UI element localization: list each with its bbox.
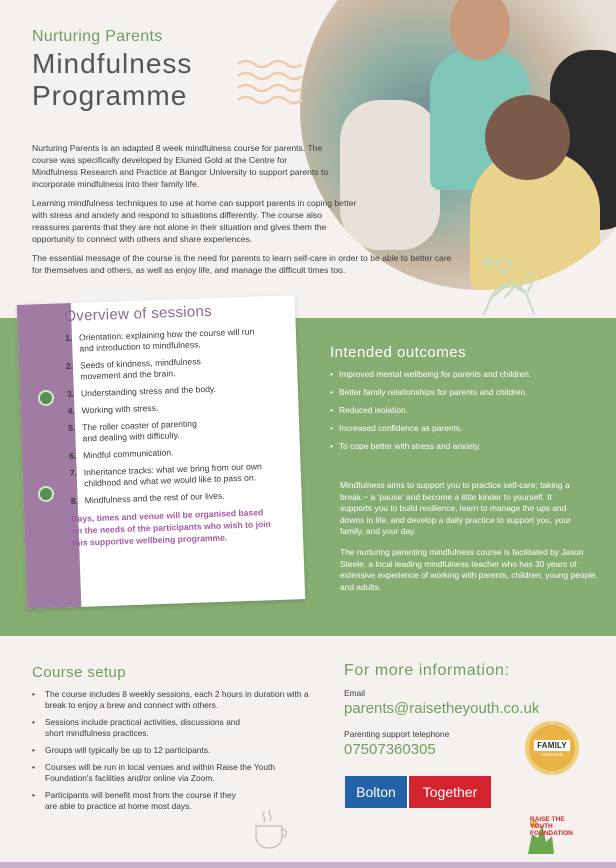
contact-heading: For more information: [344,662,510,679]
outcome-item: • Reduced isolation. [330,405,600,416]
setup-section [32,664,322,818]
intro-paragraph: Nurturing Parents is an adapted 8 week mindfulness course for parents. The course was specifically developed by Eluned Gold at the Centre for Mindfulness Research and Practice at Bangor University to support parents to incorporate mindfulness into their family life. [32,143,329,189]
raise-the-youth-logo: RAISE THE YOUTH FOUNDATION [520,810,584,856]
binder-hole [38,390,54,406]
phone-label: Parenting support telephone [344,729,450,739]
session-item: 8. Mindfulness and the rest of our lives. [70,490,225,506]
setup-item: • Courses will be run in local venues and within Raise the Youth Foundation's facilities and/or online via Zoom. [32,762,282,784]
outcome-item: • To cope better with stress and anxiety. [330,441,600,452]
setup-item: • Groups will typically be up to 12 participants. [32,745,322,756]
session-item: 5. The roller coaster of parenting and dealing with difficulty. [68,418,197,444]
setup-item: • Sessions include practical activities, discussions and short mindfulness practices. [32,717,252,739]
mindfulness-paragraph: Mindfulness aims to support you to practice self-care; taking a break ~ a ‘pause’ and become a little kinder to yourself. It supports you to build resilience, learn to manage the ups and downs in life, and develop a daily practice to support you, your family, and your day. [340,480,571,537]
session-item: 3. Understanding stress and the body. [66,383,217,399]
overview-section [64,300,304,549]
setup-item: • The course includes 8 weekly sessions, each 2 hours in duration with a break to enjoy a brew and connect with others. [32,689,312,711]
binder-hole [38,486,54,502]
caring-hands-icon [474,256,544,316]
coffee-cup-icon [252,808,292,852]
outcome-item: • Better family relationships for parents and children. [330,387,600,398]
setup-list [32,689,322,812]
title-line-2: Programme [32,80,188,111]
overview-heading: Overview of sessions [64,302,213,325]
session-item: 2. Seeds of kindness, mindfulness movement and the brain. [65,356,201,382]
intro-paragraph: Learning mindfulness techniques to use at home can support parents in coping better with stress and anxiety and respond to situations differently. The course also reassures parents that they are not alone in their situation and gives them the opportunity to connect with others and share experiences. [32,198,357,244]
footer-bar [0,862,616,868]
bolton-together-logo: Bolton Together [345,776,491,808]
mindfulness-text [340,480,600,602]
intro-paragraph: The essential message of the course is the need for parents to learn self-care in order to be able to better care for themselves and others, as well as enjoy life, and manage the difficult times too. [32,253,452,275]
email-link[interactable]: parents@raisetheyouth.co.uk [344,700,540,717]
session-item: 1. Orientation: explaining how the course will run and introduction to mindfulness. [64,326,255,354]
outcome-item: • Increased confidence as parents. [330,423,600,434]
email-label: Email [344,688,365,698]
session-item: 6. Mindful communication. [68,447,174,461]
page-title [32,48,192,112]
setup-item: • Participants will benefit most from the course if they are able to practice at home most days. [32,790,242,812]
family-connected-badge: FAMILY connected [525,721,579,775]
outcome-item: • Improved mental wellbeing for parents and children. [330,369,600,380]
setup-heading: Course setup [32,664,127,681]
session-item: 4. Working with stress. [67,402,159,416]
phone-number[interactable]: 07507360305 [344,741,436,758]
session-list [65,325,303,507]
session-item: 7. Inheritance tracks: what we bring from our own childhood and what we would like to pass on. [69,461,262,489]
overview-note: Days, times and venue will be organised based on the needs of the participants who wish to join this supportive wellbeing programme. [71,507,271,548]
outcomes-section [330,344,600,459]
facilitator-paragraph: The nurturing parenting mindfulness course is facilitated by Jason Steele, a local leading mindfulness teacher who has 30 years of extensive experience of working with parents, children, young people, and adults. [340,546,598,592]
outcomes-list [330,369,600,452]
intro-text [32,142,452,283]
wave-decoration-icon [236,58,306,112]
title-line-1: Mindfulness [32,48,193,79]
page-subtitle: Nurturing Parents [32,28,163,45]
outcomes-heading: Intended outcomes [330,344,467,361]
